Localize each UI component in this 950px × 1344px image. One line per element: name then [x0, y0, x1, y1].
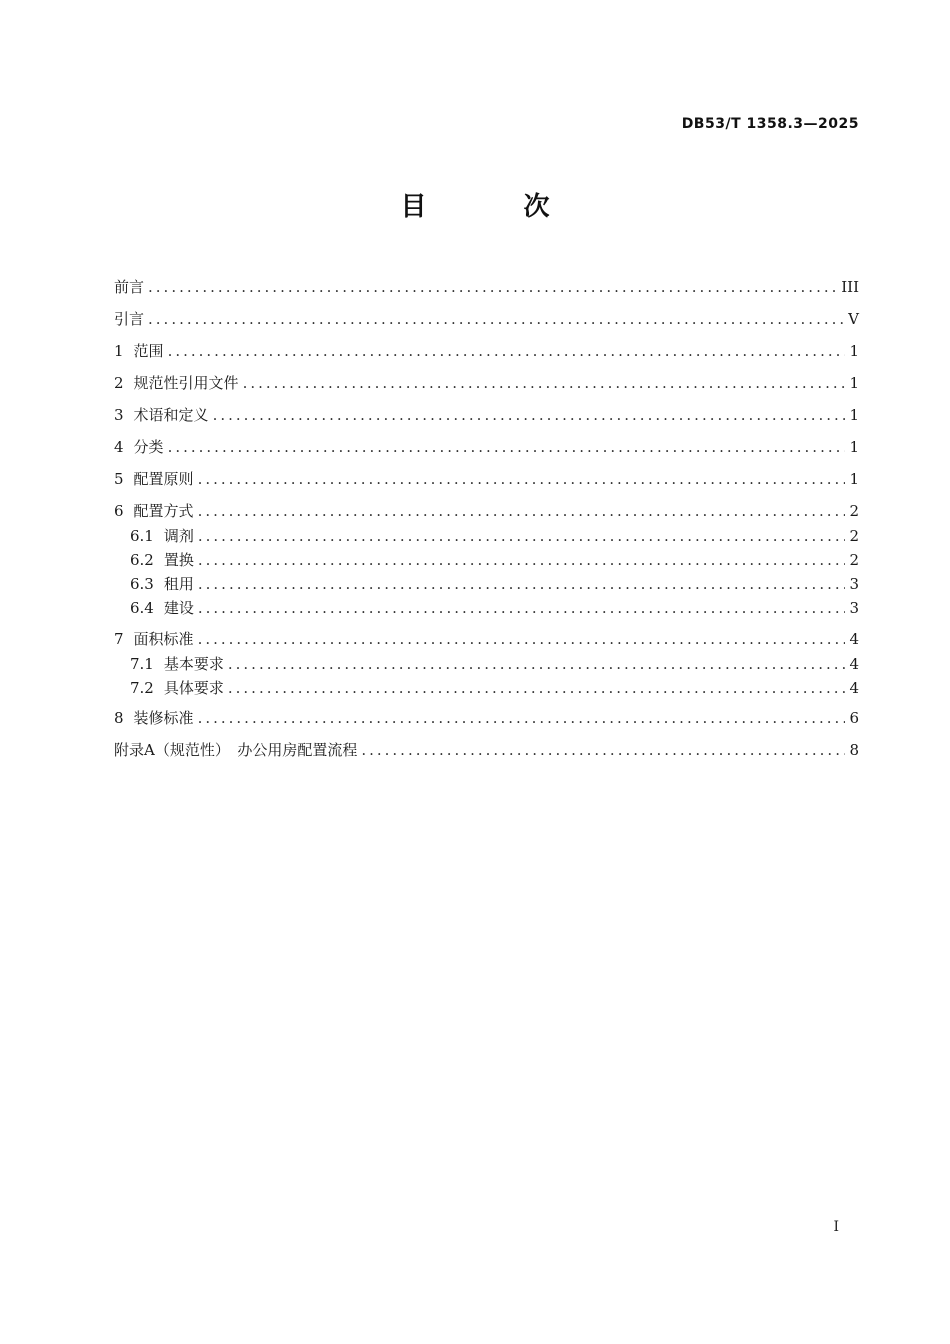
toc-entry-number: 1	[114, 342, 124, 360]
toc-leader-dots	[198, 628, 845, 650]
toc-entry-label: 装修标准	[133, 709, 194, 727]
toc-leader-dots	[198, 573, 845, 595]
toc-entry-number: 4	[114, 438, 124, 456]
toc-entry-label: 前言	[114, 278, 145, 296]
toc-entry-number: 7	[114, 630, 124, 648]
toc-entry-label: 置换	[163, 551, 194, 569]
toc-entry-6-3[interactable]	[130, 573, 859, 595]
toc-entry-number: 8	[114, 709, 124, 727]
toc-leader-dots	[361, 739, 845, 761]
toc-entry-number: 6.2	[130, 551, 154, 569]
toc-entry-number: 6.1	[130, 527, 154, 545]
toc-entry-label: 范围	[133, 342, 164, 360]
toc-entry-introduction[interactable]	[114, 308, 859, 330]
toc-entry-number: 5	[114, 470, 124, 488]
toc-entry-page: 4	[849, 630, 859, 648]
toc-entry-7-2[interactable]	[130, 677, 859, 699]
toc-entry-6-1[interactable]	[130, 525, 859, 547]
toc-entry-6[interactable]	[114, 500, 859, 522]
toc-entry-label: 引言	[114, 310, 145, 328]
toc-entry-number: 7.2	[130, 679, 154, 697]
toc-entry-1[interactable]	[114, 340, 859, 362]
toc-leader-dots	[198, 468, 845, 490]
toc-entry-page: 1	[849, 342, 859, 360]
toc-entry-page: 2	[849, 551, 859, 569]
toc-entry-page: 1	[849, 438, 859, 456]
toc-entry-page: 4	[849, 655, 859, 673]
page-number: I	[833, 1219, 839, 1235]
toc-entry-label: 配置原则	[133, 470, 194, 488]
toc-entry-appendix-a[interactable]	[114, 739, 859, 761]
toc-entry-3[interactable]	[114, 404, 859, 426]
toc-entry-page: 2	[849, 527, 859, 545]
toc-entry-label: 建设	[163, 599, 194, 617]
toc-entry-foreword[interactable]	[114, 276, 859, 298]
toc-entry-5[interactable]	[114, 468, 859, 490]
toc-entry-label: 基本要求	[163, 655, 224, 673]
toc-entry-page: 6	[849, 709, 859, 727]
toc-entry-label: 调剂	[163, 527, 194, 545]
toc-entry-page: 1	[849, 406, 859, 424]
toc-leader-dots	[198, 597, 845, 619]
toc-entry-6-2[interactable]	[130, 549, 859, 571]
toc-leader-dots	[148, 276, 837, 298]
toc-entry-label: 面积标准	[133, 630, 194, 648]
toc-entry-page: 1	[849, 374, 859, 392]
toc-leader-dots	[228, 653, 845, 675]
toc-entry-4[interactable]	[114, 436, 859, 458]
toc-entry-number: 6.4	[130, 599, 154, 617]
toc-entry-page: 2	[849, 502, 859, 520]
toc-entry-page: 4	[849, 679, 859, 697]
standard-code: DB53/T 1358.3—2025	[681, 116, 859, 132]
toc-entry-page: III	[841, 278, 859, 296]
toc-entry-page: 3	[849, 575, 859, 593]
toc-leader-dots	[228, 677, 845, 699]
toc-entry-page: V	[848, 310, 859, 328]
toc-title: 目 次	[400, 192, 594, 222]
toc-leader-dots	[168, 340, 845, 362]
table-of-contents	[114, 0, 859, 1344]
toc-entry-label: 配置方式	[133, 502, 194, 520]
toc-entry-number: 2	[114, 374, 124, 392]
toc-entry-number: 3	[114, 406, 124, 424]
toc-entry-page: 3	[849, 599, 859, 617]
toc-entry-7[interactable]	[114, 628, 859, 650]
toc-leader-dots	[213, 404, 845, 426]
toc-entry-number: 7.1	[130, 655, 154, 673]
toc-leader-dots	[198, 500, 845, 522]
toc-leader-dots	[198, 707, 845, 729]
toc-entry-7-1[interactable]	[130, 653, 859, 675]
toc-entry-8[interactable]	[114, 707, 859, 729]
toc-entry-number: 6.3	[130, 575, 154, 593]
toc-entry-label: 术语和定义	[133, 406, 209, 424]
toc-entry-label: 附录A（规范性） 办公用房配置流程	[114, 741, 358, 759]
toc-leader-dots	[198, 525, 845, 547]
toc-leader-dots	[148, 308, 844, 330]
toc-entry-label: 具体要求	[163, 679, 224, 697]
toc-entry-page: 1	[849, 470, 859, 488]
toc-entry-page: 8	[849, 741, 859, 759]
toc-entry-2[interactable]	[114, 372, 859, 394]
toc-leader-dots	[198, 549, 845, 571]
toc-leader-dots	[168, 436, 845, 458]
toc-entry-6-4[interactable]	[130, 597, 859, 619]
toc-leader-dots	[243, 372, 845, 394]
toc-entry-label: 租用	[163, 575, 194, 593]
toc-entry-number: 6	[114, 502, 124, 520]
toc-entry-label: 分类	[133, 438, 164, 456]
toc-entry-label: 规范性引用文件	[133, 374, 239, 392]
